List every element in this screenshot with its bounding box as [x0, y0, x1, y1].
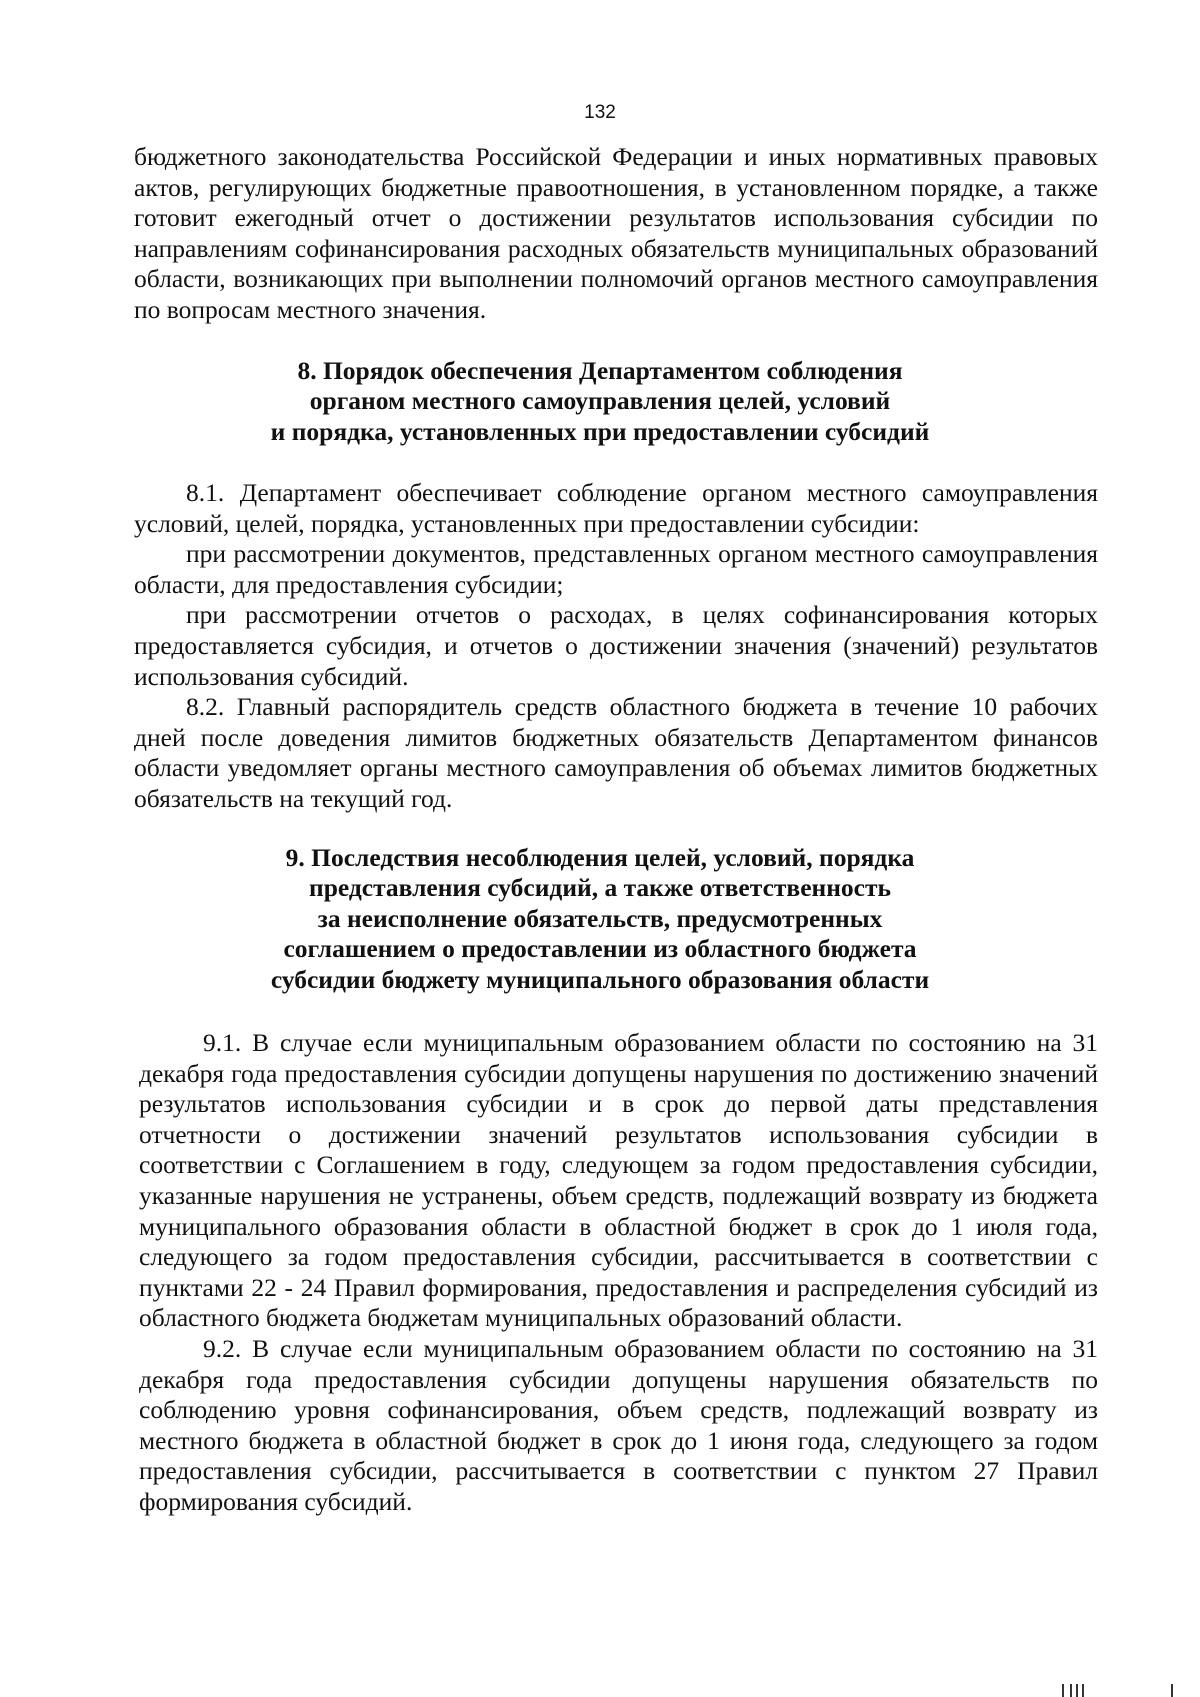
paragraph-9-2: 9.2. В случае если муниципальным образованием области по состоянию на 31 декабря года предоставления субсидии допущены нарушения обязательств по соблюдению уровня софинансирования, объем средств, подлежащий возврату из местного бюджета в областной бюджет в срок до 1 июня года, следующего за годом предоставления субсидии, рассчитывается в соответствии с пунктом 27 Правил формирования субсидий. — [139, 1333, 1098, 1516]
section-9-heading-line: за неисполнение обязательств, предусмотренных — [317, 903, 883, 933]
section-8-heading — [150, 356, 1050, 447]
section-9-body — [139, 1028, 1098, 1518]
paragraph-8-1-item-reports: при рассмотрении отчетов о расходах, в целях софинансирования которых предоставляется субсидия, и отчетов о достижении значения (значений) результатов использования субсидий. — [134, 600, 1098, 691]
section-8-body — [134, 478, 1098, 815]
scan-artifact — [1062, 1684, 1064, 1697]
section-9-heading-line: представления субсидий, а также ответственность — [309, 873, 891, 903]
section-9-heading-line: субсидии бюджету муниципального образования области — [270, 964, 930, 994]
scan-artifact — [1171, 1684, 1173, 1697]
section-9-heading-line: 9. Последствия несоблюдения целей, условий, порядка — [285, 843, 915, 872]
intro-paragraph-block — [134, 142, 1098, 326]
paragraph-9-1: 9.1. В случае если муниципальным образованием области по состоянию на 31 декабря года предоставления субсидии допущены нарушения по достижению значений результатов использования субсидии и в срок до первой даты представления отчетности о достижении значений результатов использования субсидии в соответствии с Соглашением в году, следующем за годом предоставления субсидии, указанные нарушения не устранены, объем средств, подлежащий возврату из бюджета муниципального образования области в областной бюджет в срок до 1 июля года, следующего за годом предоставления субсидии, рассчитывается в соответствии с пунктами 22 - 24 Правил формирования, предоставления и распределения субсидий из областного бюджета бюджетам муниципальных образований области. — [139, 1028, 1098, 1333]
page-number: 132 — [584, 102, 616, 123]
section-9-heading-line: соглашением о предоставлении из областного бюджета — [283, 934, 917, 964]
section-8-heading-line: органом местного самоуправления целей, условий — [309, 386, 891, 416]
paragraph-8-1: 8.1. Департамент обеспечивает соблюдение органом местного самоуправления условий, целей, порядка, установленных при предоставлении субсидии: — [134, 478, 1098, 538]
scan-artifact — [1070, 1684, 1072, 1697]
intro-paragraph: бюджетного законодательства Российской Федерации и иных нормативных правовых актов, регулирующих бюджетные правоотношения, в установленном порядке, а также готовит ежегодный отчет о достижении результатов использования субсидии по направлениям софинансирования расходных обязательств муниципальных образований области, возникающих при выполнении полномочий органов местного самоуправления по вопросам местного значения. — [134, 142, 1098, 324]
section-8-heading-line: 8. Порядок обеспечения Департаментом соблюдения — [297, 356, 903, 385]
section-8-heading-line: и порядка, установленных при предоставлении субсидий — [270, 416, 930, 446]
paragraph-8-1-item-documents: при рассмотрении документов, представленных органом местного самоуправления области, для предоставления субсидии; — [134, 539, 1098, 599]
scan-artifact — [1076, 1684, 1078, 1697]
scan-artifact — [1082, 1684, 1084, 1697]
section-9-heading — [150, 843, 1050, 995]
paragraph-8-2: 8.2. Главный распорядитель средств областного бюджета в течение 10 рабочих дней после доведения лимитов бюджетных обязательств Департаментом финансов области уведомляет органы местного самоуправления об объемах лимитов бюджетных обязательств на текущий год. — [134, 692, 1098, 813]
